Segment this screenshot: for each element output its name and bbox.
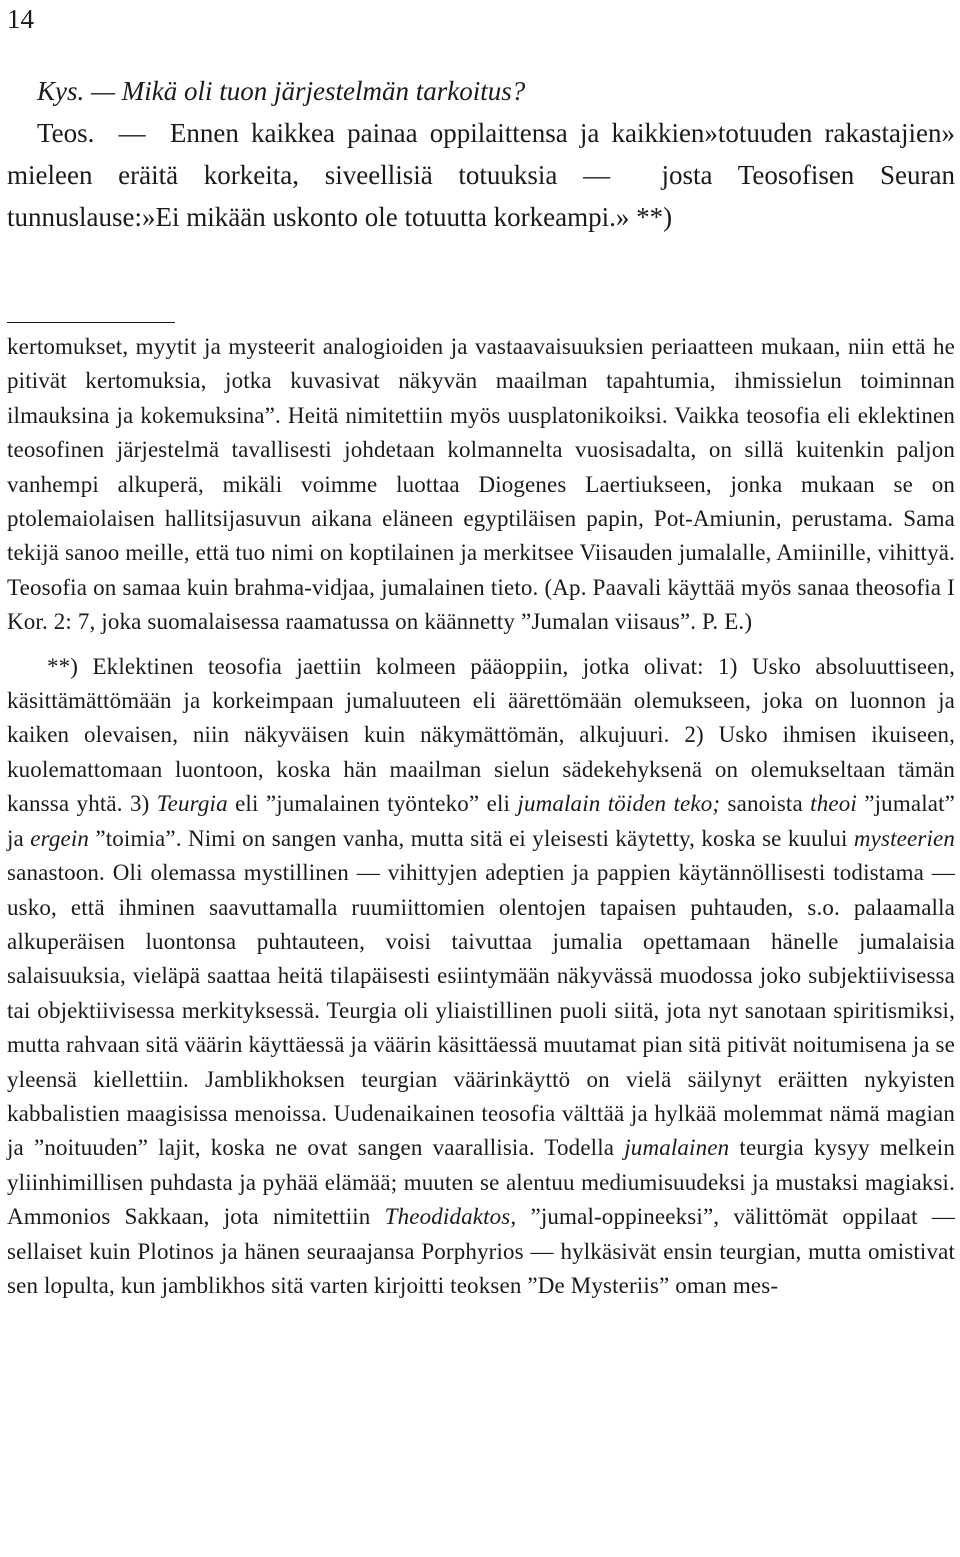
footnote-2-italic: Theodidaktos, bbox=[384, 1204, 517, 1230]
footnote-2-text: ”jumalat” ja bbox=[7, 791, 956, 851]
footnote-2-italic: ergein bbox=[30, 825, 90, 851]
footnote-2-italic: Teurgia bbox=[156, 791, 228, 817]
main-text bbox=[7, 70, 955, 238]
question-label: Kys. bbox=[37, 76, 85, 106]
footnote-divider bbox=[7, 322, 175, 323]
footnote-2-text: ”toimia”. Nimi on sangen vanha, mutta sitä ei yleisesti käytetty, koska se kuului bbox=[95, 825, 848, 851]
question-paragraph bbox=[37, 70, 955, 112]
footnote-2-text: **) Eklektinen teosofia jaettiin kolmeen pääoppiin, jotka olivat: 1) Usko absoluuttiseen, käsittämättömään ja korkeimpaan jumaluuteen eli äärettömään olemukseen, joka on luonnon ja kaiken olevaisen, niin näkyväisen kuin näkymättömän, alkujuuri. 2) Usko ihmisen ikuiseen, kuolemattomaan luontoon, koska hän maailman sielun sädekehyksenä on olemukseltaan tämän kanssa yhtä. 3) bbox=[7, 653, 955, 817]
answer-dash: — bbox=[118, 118, 146, 148]
footnotes bbox=[7, 330, 955, 1303]
answer-text-part1: Ennen kaikkea painaa oppilaittensa ja kaikkien»totuuden rakastajien» mieleen eräitä korkeita, siveellisiä totuuksia bbox=[7, 118, 955, 190]
footnote-2-italic: theoi bbox=[810, 791, 857, 817]
footnote-2-italic: jumalain töiden teko; bbox=[517, 791, 721, 817]
footnote-2 bbox=[7, 650, 955, 1304]
footnote-continuation: kertomukset, myytit ja mysteerit analogioiden ja vastaavaisuuksien periaatteen mukaan, niin että he pitivät kertomuksia, jotka kuvasivat näkyvän maailman tapahtumia, ihmissielun toiminnan ilmauksina ja kokemuksina”. Heitä nimitettiin myös uusplatonikoiksi. Vaikka teosofia eli eklektinen teosofinen järjestelmä tavallisesti johdetaan kolmannelta vuosisadalta, on sillä kuitenkin paljon vanhempi alkuperä, mikäli voimme luottaa Diogenes Laertiukseen, jonka mukaan se on ptolemaiolaisen hallitsijasuvun aikana eläneen egyptiläisen papin, Pot-Amiunin, perustama. Sama tekijä sanoo meille, että tuo nimi on koptilainen ja merkitsee Viisauden jumalalle, Amiinille, vihittyä. Teosofia on samaa kuin brahma-vidjaa, jumalainen tieto. (Ap. Paavali käyttää myös sanaa theosofia I Kor. 2: 7, joka suomalaisessa raamatussa on käännetty ”Jumalan viisaus”. P. E.) bbox=[7, 334, 955, 635]
question-text: Mikä oli tuon järjestelmän tarkoitus? bbox=[121, 76, 526, 106]
page-number: 14 bbox=[7, 4, 34, 34]
footnote-2-italic: jumalainen bbox=[624, 1135, 730, 1161]
question-dash: — bbox=[91, 76, 116, 106]
answer-label: Teos. bbox=[37, 118, 95, 148]
answer-text-part2: josta Teosofisen Seuran tunnuslause:»Ei mikään uskonto ole totuutta korkeampi.» **) bbox=[7, 160, 955, 232]
footnote-2-text: eli ”jumalainen työnteko” eli bbox=[235, 791, 511, 817]
footnote-2-text: teurgia kysyy melkein yliinhimillisen puhdasta ja pyhää elämää; muuten se alentuu mediumisuudeksi ja mustaksi magiaksi. Ammonios Sakkaan, jota nimitettiin bbox=[7, 1135, 955, 1230]
footnote-2-text: sanoista bbox=[727, 791, 803, 817]
answer-dash-2: — bbox=[583, 160, 611, 190]
footnote-2-italic: mysteerien bbox=[853, 825, 956, 851]
footnote-2-text: sanastoon. Oli olemassa mystillinen — vihittyjen adeptien ja pappien käytännöllisesti todistama — usko, että ihminen saavuttamalla ruumiittomien olentojen tapaisen puhtauden, s.o. palaamalla alkuperäisen luontonsa puhtauteen, voisi taivuttaa jumalia opettamaan hänelle jumalaisia salaisuuksia, vieläpä saattaa heitä tilapäisesti esiintymään näkyvässä muodossa joko subjektiivisessa tai objektiivisessa merkityksessä. Teurgia oli yliaistillinen puoli siitä, jota nyt sanotaan spiritismiksi, mutta rahvaan sitä väärin käyttäessä ja väärin käsittäessä muutamat pian sitä pitivät noitumisena ja se yleensä kiellettiin. Jamblikhoksen teurgian väärinkäyttö on vielä säilynyt eräitten nykyisten kabbalistien maagisissa menoissa. Uudenaikainen teosofia välttää ja hylkää molemmat nämä magian ja ”noituuden” lajit, koska ne ovat sangen vaarallisia. Todella bbox=[7, 860, 955, 1161]
answer-paragraph bbox=[7, 112, 955, 238]
footnote-2-text: ”jumal-oppineeksi”, välittömät oppilaat — sellaiset kuin Plotinos ja hänen seuraajansa Porphyrios — hylkäsivät ensin teurgian, mutta omistivat sen lopulta, kun jamblikhos sitä varten kirjoitti teoksen ”De Mysteriis” oman mes- bbox=[7, 1204, 955, 1298]
